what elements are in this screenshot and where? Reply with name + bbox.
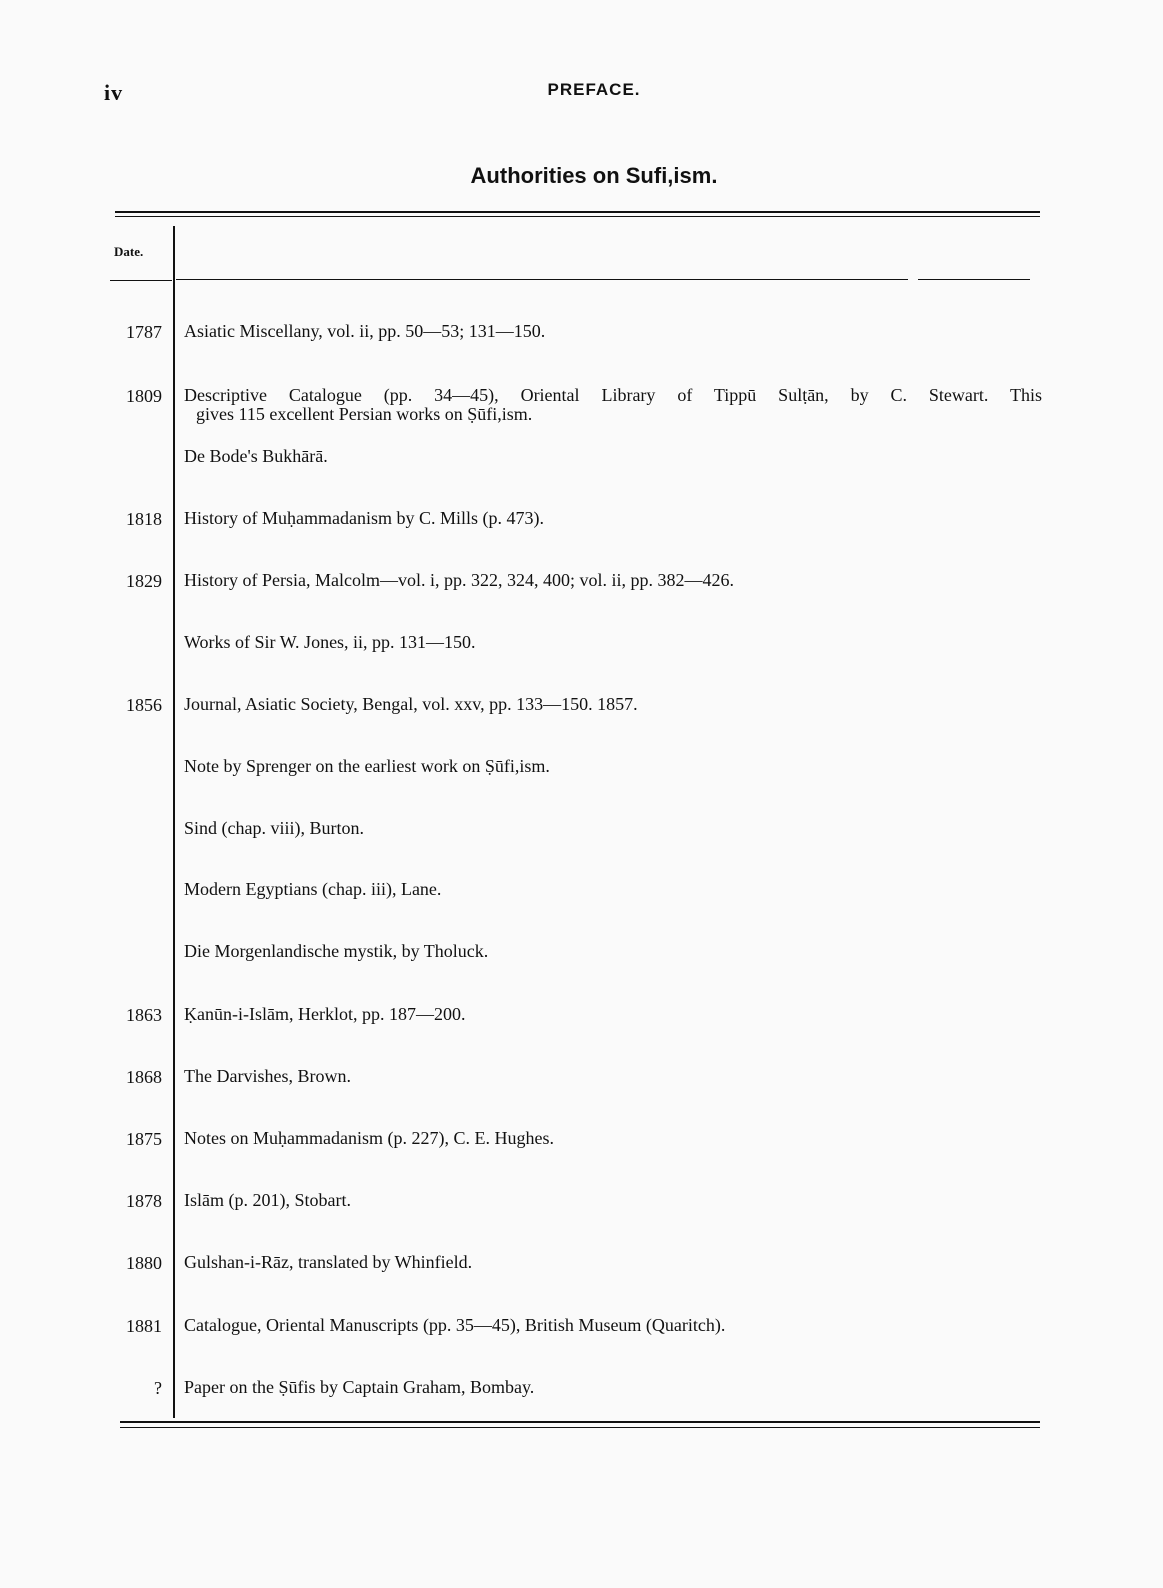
entry-date: 1818 xyxy=(126,509,162,529)
entry-text: Paper on the Ṣūfis by Captain Graham, Bombay. xyxy=(184,1377,535,1397)
header-rule-entries-right xyxy=(918,279,1030,280)
header-rule-entries xyxy=(176,279,908,280)
date-column-header: Date. xyxy=(114,244,144,259)
entry-text: Notes on Muḥammadanism (p. 227), C. E. Hughes. xyxy=(184,1128,554,1148)
entry-date: 1880 xyxy=(126,1253,162,1273)
bottom-rule-2 xyxy=(120,1427,1040,1428)
entry-text: Note by Sprenger on the earliest work on Ṣūfi,ism. xyxy=(184,756,550,776)
entry-text: The Darvishes, Brown. xyxy=(184,1066,351,1086)
entry-text xyxy=(184,386,1042,424)
column-divider xyxy=(173,226,175,1418)
entry-date: ? xyxy=(154,1378,162,1398)
top-rule-2 xyxy=(115,216,1040,217)
entry-text: Modern Egyptians (chap. iii), Lane. xyxy=(184,879,442,899)
entry-date: 1868 xyxy=(126,1067,162,1087)
entry-text: Islām (p. 201), Stobart. xyxy=(184,1190,351,1210)
running-head: PREFACE. xyxy=(547,80,641,99)
entry-text-line: Descriptive Catalogue (pp. 34—45), Oriental Library of Tippū Sulṭān, by C. Stewart. This xyxy=(184,385,1042,405)
entry-text: Ḳanūn-i-Islām, Herklot, pp. 187—200. xyxy=(184,1004,466,1024)
entry-date: 1878 xyxy=(126,1191,162,1211)
entry-text: Journal, Asiatic Society, Bengal, vol. xxv, pp. 133—150. 1857. xyxy=(184,694,638,714)
entry-text: Catalogue, Oriental Manuscripts (pp. 35—45), British Museum (Quaritch). xyxy=(184,1315,726,1335)
table-title: Authorities on Sufi,ism. xyxy=(470,163,718,188)
entry-text: Die Morgenlandische mystik, by Tholuck. xyxy=(184,941,489,961)
entry-text-continuation: gives 115 excellent Persian works on Ṣūfi,ism. xyxy=(196,404,533,424)
entry-text: Sind (chap. viii), Burton. xyxy=(184,818,364,838)
entry-text: Works of Sir W. Jones, ii, pp. 131—150. xyxy=(184,632,476,652)
entry-date: 1875 xyxy=(126,1129,162,1149)
entry-text: History of Muḥammadanism by C. Mills (p. 473). xyxy=(184,508,544,528)
page-number: iv xyxy=(104,80,124,105)
entry-date: 1787 xyxy=(126,322,162,342)
entry-date: 1863 xyxy=(126,1005,162,1025)
entry-text: Asiatic Miscellany, vol. ii, pp. 50—53; 131—150. xyxy=(184,321,546,341)
entry-text: Gulshan-i-Rāz, translated by Whinfield. xyxy=(184,1252,473,1272)
entry-text: History of Persia, Malcolm—vol. i, pp. 322, 324, 400; vol. ii, pp. 382—426. xyxy=(184,570,734,590)
entry-date: 1881 xyxy=(126,1316,162,1336)
entry-date: 1856 xyxy=(126,695,162,715)
entry-date: 1809 xyxy=(126,386,162,406)
bottom-rule-1 xyxy=(120,1421,1040,1423)
top-rule-1 xyxy=(115,211,1040,213)
header-rule-date xyxy=(110,280,172,281)
entry-text: De Bode's Bukhārā. xyxy=(184,446,328,466)
entry-date: 1829 xyxy=(126,571,162,591)
